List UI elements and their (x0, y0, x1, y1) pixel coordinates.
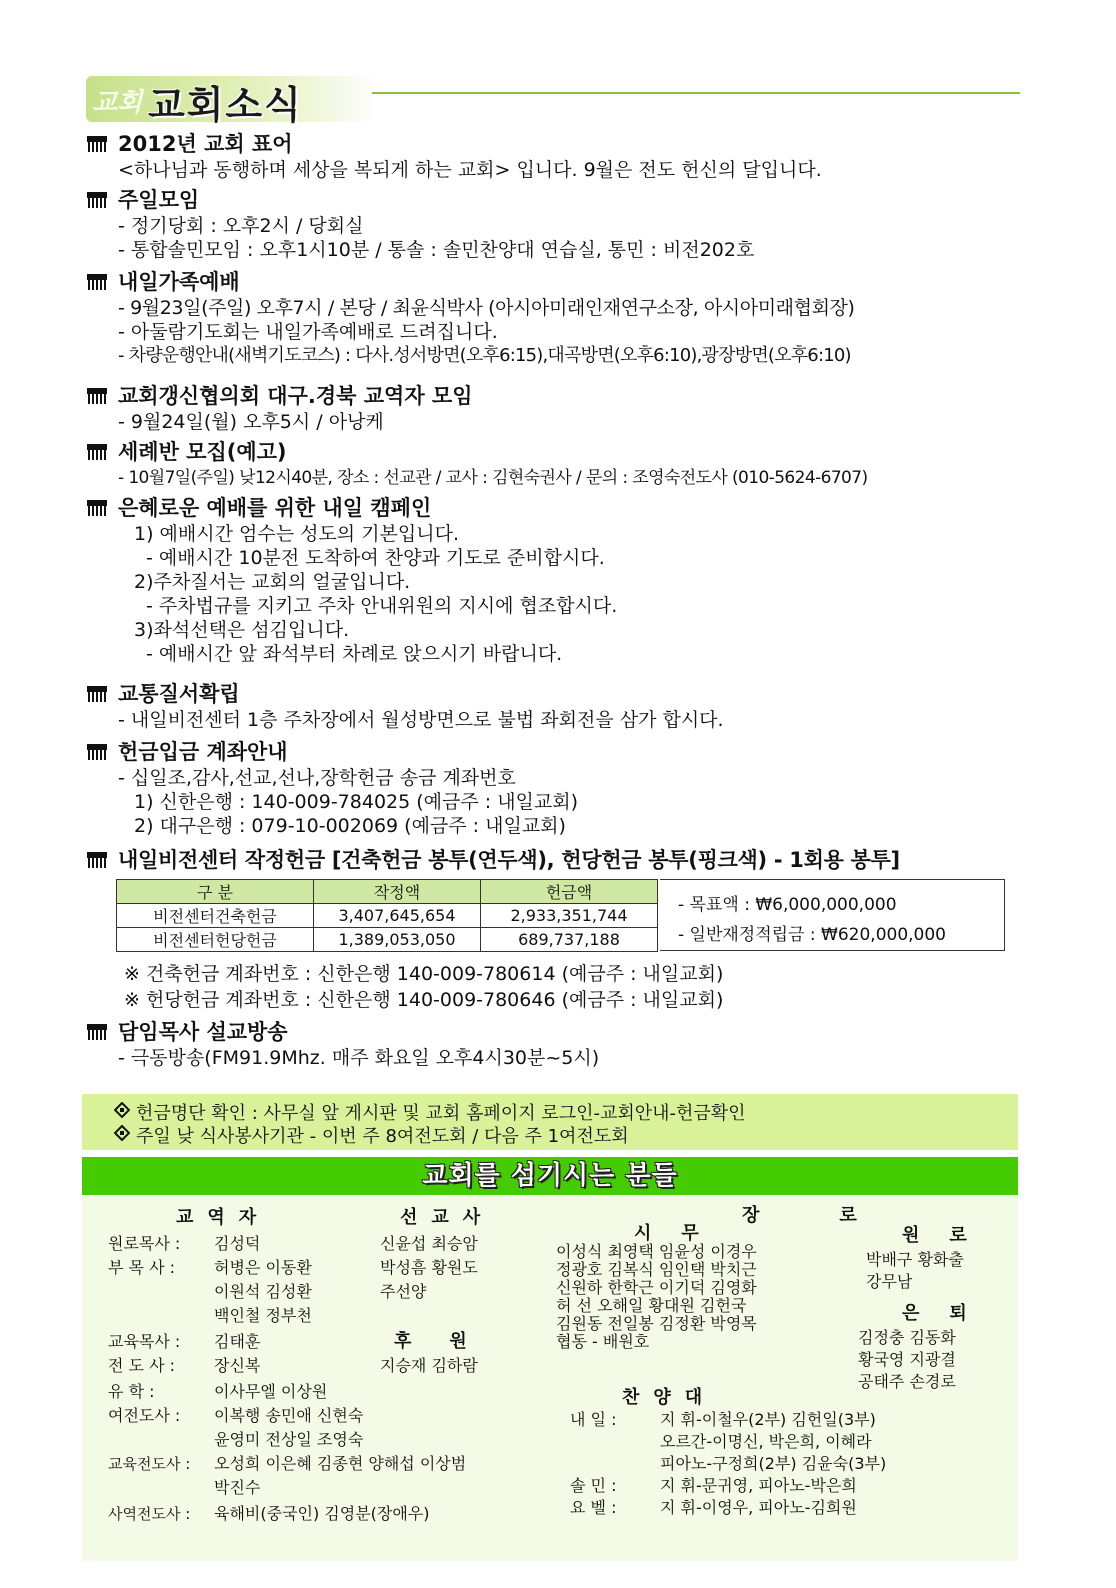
section-line: - 극동방송(FM91.9Mhz. 매주 화요일 오후4시30분~5시) (118, 1047, 600, 1069)
goal-amount: - 목표액 : ₩6,000,000,000 (678, 895, 897, 915)
elder-names: 정광호 김복식 임인택 박치근 (556, 1260, 757, 1279)
savings-amount: - 일반재정적립금 : ₩620,000,000 (678, 925, 946, 945)
section-line: - 10월7일(주일) 낮12시40분, 장소 : 선교관 / 교사 : 김현숙권사 / 문의 : 조영숙전도사 (010-5624-6707) (118, 468, 868, 488)
staff-heading: 원로 (902, 1225, 997, 1246)
role-names: 백인철 정부천 (214, 1306, 312, 1325)
role-label: 부 목 사 : (108, 1258, 176, 1277)
section-line: - 9월24일(월) 오후5시 / 아낭케 (118, 411, 384, 433)
table-cell: 비전센터헌당헌금 (117, 928, 314, 952)
section-title: 헌금입금 계좌안내 (118, 740, 288, 764)
diamond-icon (114, 1125, 130, 1141)
role-label: 교육목사 : (108, 1332, 181, 1351)
bullet-icon (86, 272, 108, 292)
section-line: - 정기당회 : 오후2시 / 당회실 (118, 215, 364, 237)
table-row (117, 928, 658, 952)
section-title: 교회갱신협의회 대구.경북 교역자 모임 (118, 384, 473, 408)
retired-names: 공태주 손경로 (858, 1372, 956, 1391)
role-names: 이원석 김성환 (214, 1282, 312, 1301)
section-sunday-meetings (86, 186, 754, 262)
bullet-icon (86, 442, 108, 462)
section-offering-accounts (86, 738, 578, 838)
section-line: - 차량운행안내(새벽기도코스) : 다사.성서방면(오후6:15),대곡방면(오후6:10),광장방면(오후6:10) (118, 345, 851, 366)
section-title: 세례반 모집(예고) (118, 440, 287, 464)
section-motto (86, 130, 822, 182)
emeritus-names: 박배구 황화출 (866, 1250, 964, 1269)
staff-banner-title: 교회를 섬기시는 분들 (422, 1161, 678, 1191)
section-line: 2) 대구은행 : 079-10-002069 (예금주 : 내일교회) (134, 815, 566, 837)
pledge-table (116, 879, 658, 952)
staff-banner (82, 1157, 1018, 1195)
bullet-icon (86, 190, 108, 210)
campaign-item: 2)주차질서는 교회의 얼굴입니다. (134, 571, 411, 593)
section-pastors-meeting (86, 382, 473, 434)
campaign-item: - 예배시간 10분전 도착하여 찬양과 기도로 준비합시다. (146, 547, 605, 569)
elder-names: 신원하 한학근 이기덕 김영화 (556, 1278, 757, 1297)
bullet-icon (86, 742, 108, 762)
account-note: ※ 건축헌금 계좌번호 : 신한은행 140-009-780614 (예금주 : 내일교회) (124, 963, 724, 985)
role-names: 박진수 (214, 1478, 261, 1497)
role-names: 이사무엘 이상원 (214, 1382, 328, 1401)
role-names: 장신복 (214, 1356, 261, 1375)
campaign-item: - 예배시간 앞 좌석부터 차례로 앉으시기 바랍니다. (146, 643, 563, 665)
choir-names: 지 휘-이영우, 피아노-김희원 (660, 1498, 857, 1517)
emeritus-names: 강무남 (866, 1272, 913, 1291)
role-label: 전 도 사 : (108, 1356, 176, 1375)
role-label: 사역전도사 : (108, 1505, 191, 1523)
section-traffic (86, 680, 724, 732)
table-cell: 1,389,053,050 (314, 928, 481, 952)
choir-names: 오르간-이명신, 박은희, 이혜라 (660, 1432, 872, 1451)
section-broadcast (86, 1018, 599, 1070)
page-title: 교회소식 (148, 83, 303, 127)
campaign-item: 3)좌석선택은 섬김입니다. (134, 619, 350, 641)
choir-names: 지 휘-이철우(2부) 김헌일(3부) (660, 1410, 876, 1429)
staff-heading: 선교사 (400, 1207, 495, 1228)
role-names: 김태훈 (214, 1332, 261, 1351)
choir-label: 요 벨 : (570, 1498, 617, 1517)
choir-names: 지 휘-문귀영, 피아노-박은희 (660, 1476, 857, 1495)
role-names: 오성희 이은혜 김종현 양해섭 이상범 (214, 1454, 467, 1473)
notice-line: 헌금명단 확인 : 사무실 앞 게시판 및 교회 홈페이지 로그인-교회안내-헌금확인 (136, 1103, 746, 1124)
choir-label: 솔 민 : (570, 1476, 617, 1495)
elder-names: 김원동 전일봉 김정환 박영목 (556, 1314, 757, 1333)
section-line: <하나님과 동행하며 세상을 복되게 하는 교회> 입니다. 9월은 전도 헌신의 달입니다. (118, 159, 822, 181)
role-names: 이복행 송민애 신현숙 (214, 1406, 364, 1425)
campaign-item: - 주차법규를 지키고 주차 안내위원의 지시에 협조합시다. (146, 595, 618, 617)
section-title: 2012년 교회 표어 (118, 132, 293, 156)
missionary-names: 주선양 (380, 1282, 427, 1301)
section-title: 담임목사 설교방송 (118, 1020, 288, 1044)
role-names: 윤영미 전상일 조영숙 (214, 1430, 364, 1449)
header-decoration: 교회 (92, 88, 143, 118)
staff-heading: 후원 (394, 1331, 505, 1352)
section-title: 주일모임 (118, 188, 200, 212)
table-header: 헌금액 (481, 880, 658, 904)
section-title: 내일가족예배 (118, 270, 240, 294)
table-header: 구 분 (117, 880, 314, 904)
bullet-icon (86, 386, 108, 406)
section-line: - 내일비전센터 1층 주차장에서 월성방면으로 불법 좌회전을 삼가 합시다. (118, 709, 724, 731)
notice-line: 주일 낮 식사봉사기관 - 이번 주 8여전도회 / 다음 주 1여전도회 (136, 1126, 629, 1147)
bullet-icon (86, 1022, 108, 1042)
table-cell: 2,933,351,744 (481, 904, 658, 928)
role-names: 김성덕 (214, 1234, 261, 1253)
bullet-icon (86, 684, 108, 704)
missionary-names: 박성흠 황원도 (380, 1258, 478, 1277)
staff-heading: 은퇴 (902, 1303, 997, 1324)
section-title: 은혜로운 예배를 위한 내일 캠페인 (118, 496, 432, 520)
table-cell: 3,407,645,654 (314, 904, 481, 928)
missionary-names: 신윤섭 최승암 (380, 1234, 478, 1253)
section-line: - 아둘람기도회는 내일가족예배로 드려집니다. (118, 321, 498, 343)
section-title: 내일비전센터 작정헌금 [건축헌금 봉투(연두색), 헌당헌금 봉투(핑크색) - 1회용 봉투] (118, 848, 900, 872)
section-title: 교통질서확립 (118, 682, 240, 706)
section-baptism-class (86, 438, 868, 490)
account-note: ※ 헌당헌금 계좌번호 : 신한은행 140-009-780646 (예금주 : 내일교회) (124, 989, 724, 1011)
table-row (117, 904, 658, 928)
section-line: 1) 신한은행 : 140-009-784025 (예금주 : 내일교회) (134, 791, 579, 813)
choir-names: 피아노-구정희(2부) 김윤숙(3부) (660, 1454, 887, 1473)
retired-names: 김정충 김동화 (858, 1328, 956, 1347)
section-line: - 9월23일(주일) 오후7시 / 본당 / 최윤식박사 (아시아미래인재연구소장, 아시아미래협회장) (118, 297, 855, 319)
table-header-row (117, 880, 658, 904)
header-rule (372, 92, 1020, 94)
role-names: 육해비(중국인) 김영분(장애우) (214, 1504, 430, 1523)
notice-box (82, 1094, 1018, 1150)
section-family-worship (86, 268, 855, 368)
diamond-icon (114, 1102, 130, 1118)
campaign-item: 1) 예배시간 엄수는 성도의 기본입니다. (134, 523, 460, 545)
elder-names: 협동 - 배원호 (556, 1332, 650, 1351)
section-line: - 통합솔민모임 : 오후1시10분 / 통솔 : 솔민찬양대 연습실, 통민 : 비전202호 (118, 239, 755, 261)
role-label: 원로목사 : (108, 1234, 181, 1253)
elder-names: 허 선 오해일 황대원 김헌국 (556, 1296, 747, 1315)
section-line: - 십일조,감사,선교,선나,장학헌금 송금 계좌번호 (118, 767, 516, 789)
retired-names: 황국영 지광결 (858, 1350, 956, 1369)
staff-heading: 찬양대 (622, 1387, 717, 1408)
table-header: 작정액 (314, 880, 481, 904)
staff-panel (82, 1195, 1018, 1561)
staff-heading: 교역자 (176, 1207, 271, 1228)
bullet-icon (86, 850, 108, 870)
role-label: 여전도사 : (108, 1406, 181, 1425)
elder-names: 이성식 최영택 임윤성 이경우 (556, 1242, 757, 1261)
role-label: 유 학 : (108, 1382, 155, 1401)
supporter-names: 지승재 김하람 (380, 1356, 478, 1375)
section-campaign (86, 494, 617, 666)
bullet-icon (86, 134, 108, 154)
staff-heading: 시무 (634, 1223, 729, 1244)
table-cell: 689,737,188 (481, 928, 658, 952)
bullet-icon (86, 498, 108, 518)
section-pledge-offering (86, 846, 900, 874)
role-label: 교육전도사 : (108, 1455, 191, 1473)
choir-label: 내 일 : (570, 1410, 617, 1429)
staff-heading: 장로 (742, 1205, 937, 1226)
pledge-summary-box (660, 879, 1005, 951)
role-names: 허병은 이동환 (214, 1258, 312, 1277)
table-cell: 비전센터건축헌금 (117, 904, 314, 928)
